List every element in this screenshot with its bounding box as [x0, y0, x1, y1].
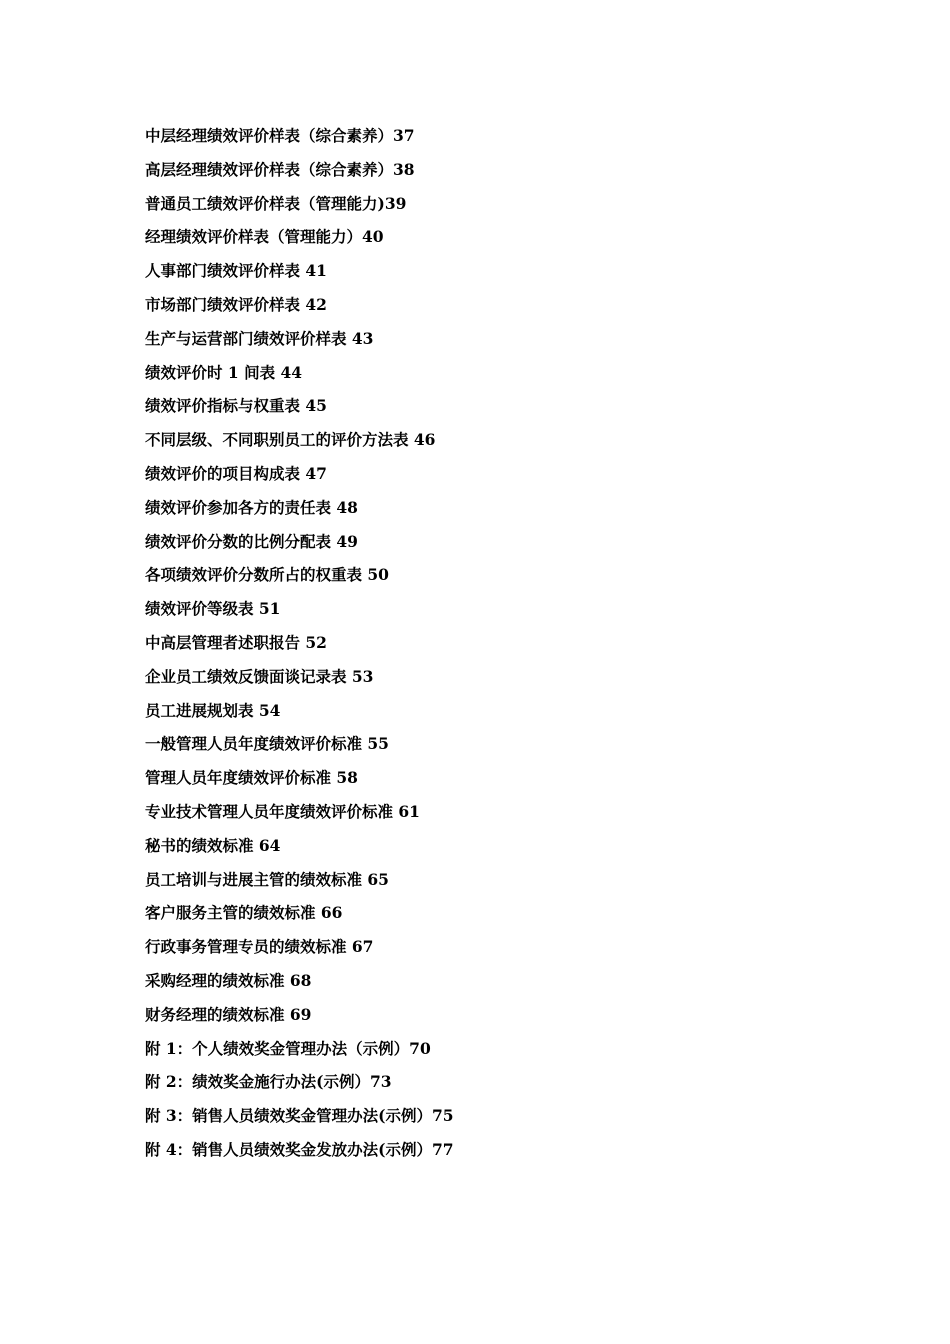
toc-entry: 附 1：个人绩效奖金管理办法（示例）70	[145, 1038, 431, 1058]
toc-entry: 中层经理绩效评价样表（综合素养）37	[145, 126, 415, 145]
toc-entry: 附 2：绩效奖金施行办法(示例）73	[145, 1072, 392, 1092]
toc-entry: 生产与运营部门绩效评价样表 43	[145, 328, 374, 348]
toc-entry: 中高层管理者述职报告 52	[145, 632, 327, 652]
toc-entry: 附 4：销售人员绩效奖金发放办法(示例）77	[145, 1139, 454, 1159]
toc-entry: 附 3：销售人员绩效奖金管理办法(示例）75	[145, 1106, 454, 1126]
toc-entry: 绩效评价时 1 间表 44	[145, 362, 303, 382]
toc-entry: 绩效评价等级表 51	[145, 599, 281, 619]
toc-entry: 绩效评价的项目构成表 47	[145, 463, 327, 483]
toc-entry: 高层经理绩效评价样表（综合素养）38	[145, 159, 415, 179]
toc-entry: 企业员工绩效反馈面谈记录表 53	[145, 666, 374, 686]
toc-entry: 各项绩效评价分数所占的权重表 50	[145, 565, 389, 585]
table-of-contents	[145, 124, 845, 1172]
toc-entry: 财务经理的绩效标准 69	[145, 1004, 312, 1024]
toc-entry: 秘书的绩效标准 64	[145, 835, 281, 855]
toc-entry: 专业技术管理人员年度绩效评价标准 61	[145, 801, 420, 821]
toc-entry: 人事部门绩效评价样表 41	[145, 261, 327, 281]
toc-entry: 经理绩效评价样表（管理能力）40	[145, 227, 384, 247]
toc-entry: 行政事务管理专员的绩效标准 67	[145, 937, 374, 957]
toc-entry: 普通员工绩效评价样表（管理能力)39	[145, 193, 407, 213]
toc-entry: 市场部门绩效评价样表 42	[145, 294, 327, 314]
toc-entry: 一般管理人员年度绩效评价标准 55	[145, 734, 389, 754]
toc-entry: 绩效评价指标与权重表 45	[145, 396, 327, 416]
toc-entry: 采购经理的绩效标准 68	[145, 970, 312, 990]
toc-entry: 绩效评价参加各方的责任表 48	[145, 497, 358, 517]
toc-entry: 客户服务主管的绩效标准 66	[145, 903, 343, 923]
toc-entry: 员工培训与进展主管的绩效标准 65	[145, 869, 389, 889]
toc-entry: 员工进展规划表 54	[145, 700, 281, 720]
toc-entry: 绩效评价分数的比例分配表 49	[145, 531, 358, 551]
toc-entry: 不同层级、不同职别员工的评价方法表 46	[145, 430, 436, 450]
toc-entry: 管理人员年度绩效评价标准 58	[145, 768, 358, 788]
